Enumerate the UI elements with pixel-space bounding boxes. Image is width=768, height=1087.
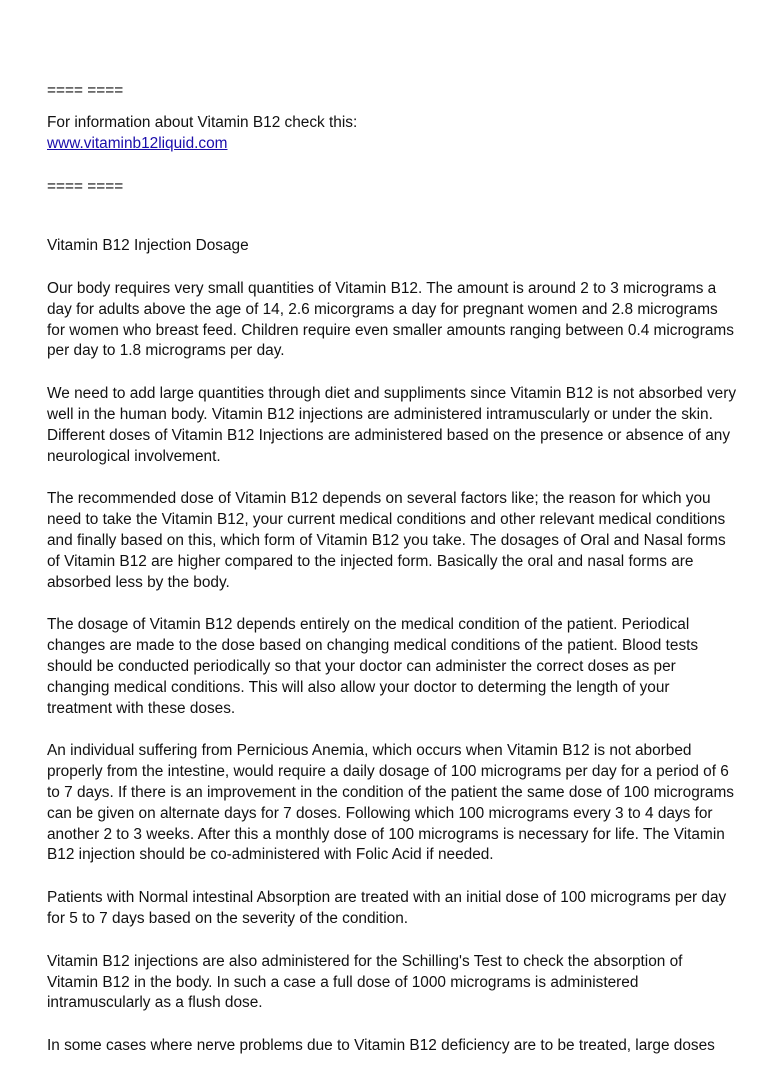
info-link[interactable]: www.vitaminb12liquid.com xyxy=(47,134,228,152)
paragraph: Vitamin B12 injections are also administered for the Schilling's Test to check the absorption of Vitamin B12 in the body. In such a case a full dose of 1000 micrograms is administered intramuscularly as a flush dose. xyxy=(47,952,683,1012)
info-block xyxy=(47,113,357,155)
info-text: For information about Vitamin B12 check this: xyxy=(47,114,358,131)
article-body xyxy=(47,279,737,1079)
article-title: Vitamin B12 Injection Dosage xyxy=(47,237,249,254)
paragraph: The dosage of Vitamin B12 depends entirely on the medical condition of the patient. Periodical changes are made to the dose based on changing medical conditions of the patient. Blood tests should be conducted periodically so that your doctor can administer the correct doses as per changing medical conditions. This will also allow your doctor to determing the length of your treatment with these doses. xyxy=(47,616,699,717)
paragraph: We need to add large quantities through diet and suppliments since Vitamin B12 is not absorbed very well in the human body. Vitamin B12 injections are administered intramuscularly or under the skin. Different doses of Vitamin B12 Injections are administered based on the presence or absence of any neurological involvement. xyxy=(47,385,737,465)
paragraph: In some cases where nerve problems due to Vitamin B12 deficiency are to be treated, large doses xyxy=(47,1037,715,1055)
separator-top: ==== ==== xyxy=(47,82,124,99)
paragraph: An individual suffering from Pernicious Anemia, which occurs when Vitamin B12 is not aborbed properly from the intestine, would require a daily dosage of 100 micrograms per day for a period of 6 to 7 days. If there is an improvement in the condition of the patient the same dose of 100 micrograms can be given on alternate days for 7 doses. Following which 100 micrograms every 3 to 4 days for another 2 to 3 weeks. After this a monthly dose of 100 micrograms is necessary for life. The Vitamin B12 injection should be co-administered with Folic Acid if needed. xyxy=(47,742,734,864)
separator-bottom: ==== ==== xyxy=(47,178,124,195)
paragraph: The recommended dose of Vitamin B12 depends on several factors like; the reason for which you need to take the Vitamin B12, your current medical conditions and other relevant medical conditions and finally based on this, which form of Vitamin B12 you take. The dosages of Oral and Nasal forms of Vitamin B12 are higher compared to the injected form. Basically the oral and nasal forms are absorbed less by the body. xyxy=(47,490,726,591)
paragraph: Our body requires very small quantities of Vitamin B12. The amount is around 2 to 3 micrograms a day for adults above the age of 14, 2.6 micorgrams a day for pregnant women and 2.8 micrograms for women who breast feed. Children require even smaller amounts ranging between 0.4 micrograms per day to 1.8 micrograms per day. xyxy=(47,280,734,360)
paragraph: Patients with Normal intestinal Absorption are treated with an initial dose of 100 micrograms per day for 5 to 7 days based on the severity of the condition. xyxy=(47,889,727,927)
